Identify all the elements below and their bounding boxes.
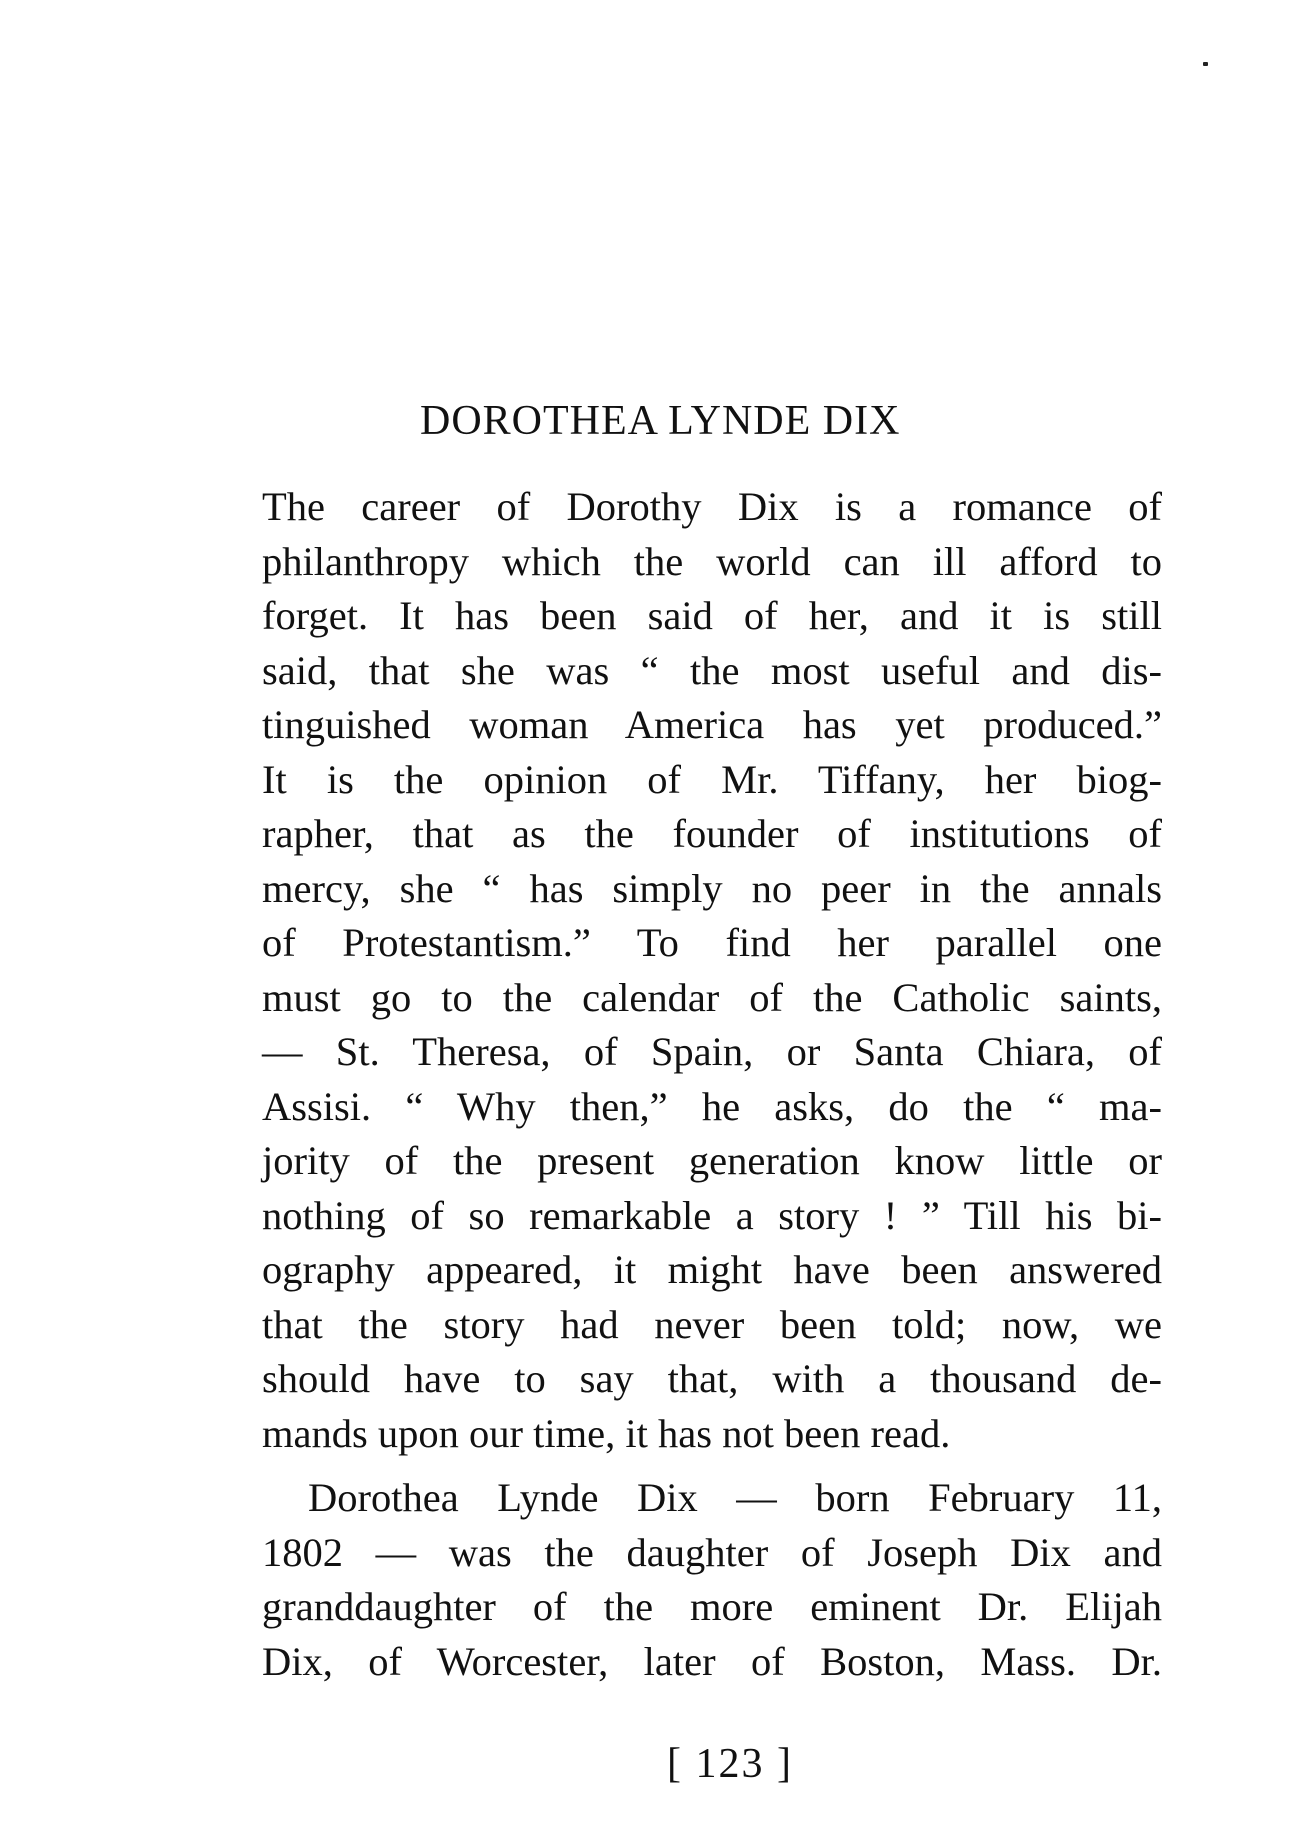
text-line: The career of Dorothy Dix is a romance of — [262, 484, 1162, 529]
text-line: jority of the present generation know little or — [262, 1138, 1162, 1183]
text-line: ography appeared, it might have been answered — [262, 1247, 1162, 1292]
text-line: It is the opinion of Mr. Tiffany, her biog- — [262, 756, 1162, 802]
page-number: [ 123 ] — [667, 1741, 793, 1787]
page-fleck — [1203, 62, 1208, 66]
text-line: rapher, that as the founder of institutions of — [262, 811, 1162, 856]
text-line: Dix, of Worcester, later of Boston, Mass. Dr. — [262, 1638, 1162, 1684]
text-line: said, that she was “ the most useful and dis- — [262, 647, 1162, 693]
text-line: — St. Theresa, of Spain, or Santa Chiara, of — [262, 1029, 1162, 1074]
chapter-title: DOROTHEA LYNDE DIX — [420, 398, 901, 444]
text-line: that the story had never been told; now, we — [262, 1301, 1162, 1347]
text-line: philanthropy which the world can ill afford to — [262, 538, 1162, 584]
text-line: should have to say that, with a thousand de- — [262, 1356, 1162, 1401]
text-line: tinguished woman America has yet produced.” — [262, 702, 1162, 747]
text-line: granddaughter of the more eminent Dr. Elijah — [262, 1584, 1162, 1629]
text-line: Assisi. “ Why then,” he asks, do the “ ma- — [262, 1083, 1162, 1129]
text-line: Dorothea Lynde Dix — born February 11, — [308, 1475, 1162, 1520]
paragraph-2 — [262, 1471, 1162, 1689]
text-line: nothing of so remarkable a story ! ” Till his bi- — [262, 1192, 1162, 1238]
text-line: mands upon our time, it has not been read. — [262, 1410, 951, 1456]
text-line: forget. It has been said of her, and it is still — [262, 593, 1162, 638]
text-line: of Protestantism.” To find her parallel one — [262, 920, 1162, 965]
paragraph-1 — [262, 480, 1162, 1461]
text-line: must go to the calendar of the Catholic saints, — [262, 974, 1162, 1020]
body-text — [262, 480, 1162, 1689]
text-line: mercy, she “ has simply no peer in the annals — [262, 865, 1162, 911]
text-line: 1802 — was the daughter of Joseph Dix and — [262, 1529, 1162, 1575]
